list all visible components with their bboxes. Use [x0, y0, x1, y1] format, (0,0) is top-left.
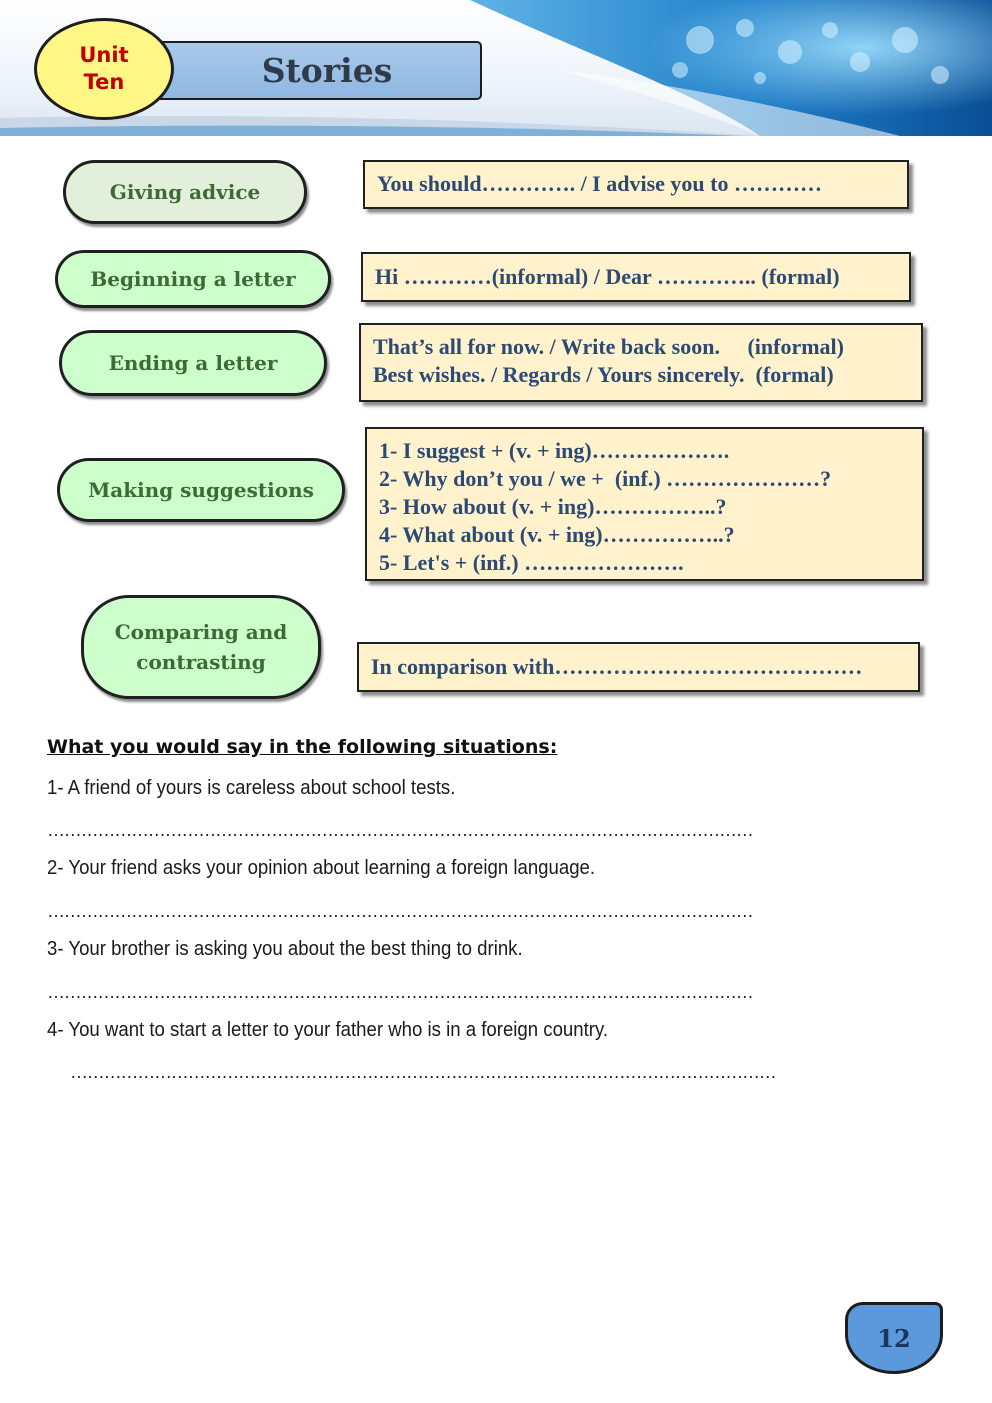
page-number-badge: [845, 1302, 943, 1374]
question-2: 2- Your friend asks your opinion about learning a foreign language.: [47, 857, 596, 879]
pill-making-suggestions: [57, 458, 345, 522]
pill-label: Beginning a letter: [90, 267, 296, 291]
box-line: 4- What about (v. + ing)……………..?: [379, 522, 735, 547]
box-line: Best wishes. / Regards / Yours sincerely. (formal): [373, 362, 834, 387]
question-1: 1- A friend of yours is careless about school tests.: [47, 777, 456, 799]
pill-label-line2: contrasting: [136, 650, 266, 674]
answer-line-3[interactable]: ………………………………………………………………………………………………………………: [47, 982, 753, 1002]
box-line: 1- I suggest + (v. + ing)……………….: [379, 438, 730, 463]
pill-label-line1: Comparing and: [114, 620, 288, 644]
box-line: 5- Let's + (inf.) ………………….: [379, 550, 684, 575]
page-title-text: Stories: [261, 51, 393, 90]
question-3: 3- Your brother is asking you about the best thing to drink.: [47, 938, 523, 960]
pill-label: Making suggestions: [88, 478, 314, 502]
box-giving-advice: [363, 160, 909, 209]
unit-badge: [34, 18, 174, 120]
box-ending-letter: [359, 323, 923, 402]
box-line: Hi …………(informal) / Dear ………….. (formal): [375, 264, 840, 289]
pill-giving-advice: [63, 160, 307, 224]
box-line: In comparison with……………………………………: [371, 654, 863, 679]
pill-beginning-letter: [55, 250, 331, 308]
unit-label: Unit: [79, 43, 129, 67]
box-line: 2- Why don’t you / we + (inf.) …………………?: [379, 466, 832, 491]
answer-line-1[interactable]: ………………………………………………………………………………………………………………: [47, 820, 753, 840]
page-title: [150, 41, 482, 100]
box-line: 3- How about (v. + ing)……………..?: [379, 494, 727, 519]
unit-number: Ten: [83, 70, 125, 94]
pill-label: Ending a letter: [108, 351, 278, 375]
answer-line-4[interactable]: ………………………………………………………………………………………………………………: [70, 1062, 776, 1082]
box-beginning-letter: [361, 252, 911, 302]
box-making-suggestions: [365, 427, 924, 581]
box-comparing-contrasting: [357, 642, 920, 692]
pill-label: Giving advice: [109, 180, 261, 204]
pill-comparing-contrasting: [81, 595, 321, 699]
question-4: 4- You want to start a letter to your father who is in a foreign country.: [47, 1019, 609, 1041]
exercise-heading: What you would say in the following situations:: [47, 736, 558, 758]
box-line: That’s all for now. / Write back soon. (informal): [373, 334, 844, 359]
answer-line-2[interactable]: ………………………………………………………………………………………………………………: [47, 901, 753, 921]
page-number: 12: [877, 1323, 911, 1353]
box-line: You should…………. / I advise you to …………: [377, 171, 822, 196]
pill-ending-letter: [59, 330, 327, 396]
